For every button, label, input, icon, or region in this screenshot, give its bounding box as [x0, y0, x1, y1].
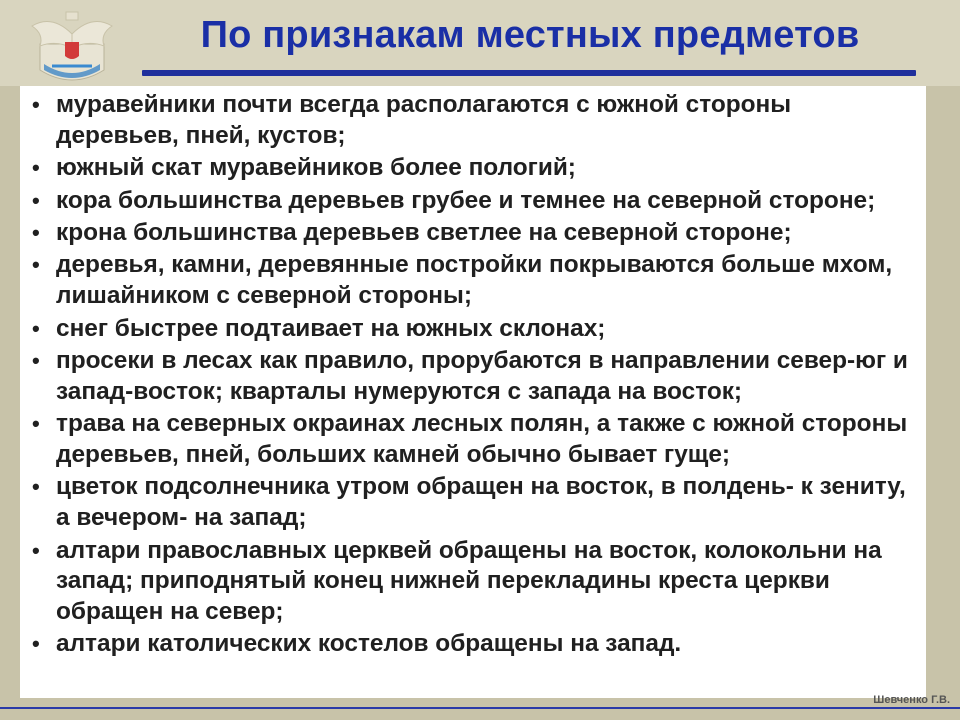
- bullet-dot-icon: •: [32, 347, 40, 373]
- bullet-dot-icon: •: [32, 315, 40, 341]
- bullet-item: [30, 90, 920, 152]
- bullet-list: [30, 90, 920, 662]
- bullet-item: [30, 250, 920, 312]
- bullet-item: [30, 472, 920, 534]
- bullet-text: кора большинства деревьев грубее и темнее на северной стороне;: [56, 186, 876, 214]
- bullet-text: южный скат муравейников более пологий;: [56, 154, 576, 182]
- footer-rule: [0, 707, 960, 709]
- bullet-dot-icon: •: [32, 155, 40, 181]
- bullet-dot-icon: •: [32, 219, 40, 245]
- bullet-text: трава на северных окраинах лесных полян, а также с южной стороны деревьев, пней, больших камней обычно бывает гуще;: [56, 410, 908, 468]
- bullet-dot-icon: •: [32, 411, 40, 437]
- bullet-item: [30, 629, 920, 660]
- bullet-text: деревья, камни, деревянные постройки покрываются больше мхом, лишайником с северной стороны;: [56, 251, 893, 310]
- bullet-item: [30, 409, 920, 471]
- bullet-dot-icon: •: [32, 474, 40, 500]
- bullet-item: [30, 218, 920, 249]
- bullet-dot-icon: •: [32, 92, 40, 117]
- bullet-item: [30, 346, 920, 408]
- bullet-item: [30, 186, 920, 217]
- bullet-dot-icon: •: [32, 631, 40, 657]
- bullet-dot-icon: •: [32, 187, 40, 213]
- bullet-text: просеки в лесах как правило, прорубаются в направлении север-юг и запад-восток; кварталы нумеруются с запада на восток;: [56, 346, 908, 405]
- bullet-item: [30, 314, 920, 345]
- title-underline: [142, 70, 916, 76]
- bullet-text: муравейники почти всегда располагаются с южной стороны деревьев, пней, кустов;: [56, 91, 792, 149]
- bullet-text: алтари православных церквей обращены на восток, колокольни на запад; приподнятый конец нижней перекладины креста церкви обращен на север;: [56, 536, 882, 626]
- police-eagle-emblem-icon: [22, 4, 122, 90]
- bullet-text: алтари католических костелов обращены на запад.: [56, 630, 682, 658]
- bullet-text: снег быстрее подтаивает на южных склонах;: [56, 314, 606, 342]
- bullet-dot-icon: •: [32, 252, 40, 278]
- bullet-item: [30, 536, 920, 628]
- content-panel: [20, 86, 940, 698]
- bullet-item: [30, 153, 920, 184]
- author-credit: Шевченко Г.В.: [873, 694, 950, 706]
- bullet-text: крона большинства деревьев светлее на северной стороне;: [56, 218, 792, 246]
- slide-title: По признакам местных предметов: [200, 14, 860, 56]
- bullet-dot-icon: •: [32, 537, 40, 563]
- bullet-text: цветок подсолнечника утром обращен на восток, в полдень- к зениту, а вечером- на запад;: [56, 473, 906, 532]
